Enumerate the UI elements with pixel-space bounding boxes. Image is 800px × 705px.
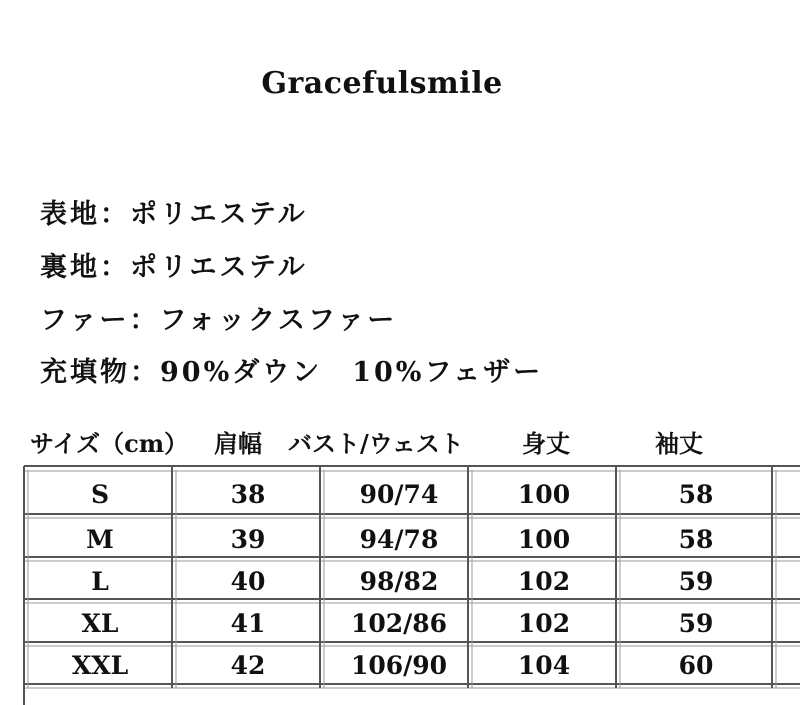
table-cell-shoulder: 39 bbox=[230, 525, 266, 554]
table-cell-size: M bbox=[86, 525, 114, 554]
header-sleeve: 袖丈 bbox=[655, 429, 703, 458]
material-lining: 裏地：ポリエステル bbox=[40, 252, 308, 283]
header-bust-waist: バスト/ウェスト bbox=[288, 429, 464, 458]
table-cell-bust-waist: 90/74 bbox=[359, 480, 439, 509]
table-cell-size: XL bbox=[81, 609, 119, 638]
table-cell-sleeve: 58 bbox=[678, 525, 714, 554]
table-cell-sleeve: 60 bbox=[678, 651, 714, 680]
table-cell-size: S bbox=[90, 480, 110, 509]
table-cell-length: 102 bbox=[517, 609, 571, 638]
table-cell-bust-waist: 102/86 bbox=[350, 609, 448, 638]
material-filling: 充填物：90%ダウン 10%フェザー bbox=[40, 357, 544, 388]
table-cell-bust-waist: 94/78 bbox=[359, 525, 439, 554]
table-cell-length: 100 bbox=[517, 480, 571, 509]
table-cell-shoulder: 38 bbox=[230, 480, 266, 509]
table-cell-size: XXL bbox=[71, 651, 129, 680]
table-cell-bust-waist: 106/90 bbox=[350, 651, 448, 680]
table-cell-sleeve: 59 bbox=[678, 609, 714, 638]
header-shoulder: 肩幅 bbox=[214, 429, 262, 458]
header-length: 身丈 bbox=[522, 429, 570, 458]
table-cell-sleeve: 59 bbox=[678, 567, 714, 596]
header-size: サイズ（cm） bbox=[30, 429, 189, 458]
table-cell-size: L bbox=[91, 567, 109, 596]
table-cell-sleeve: 58 bbox=[678, 480, 714, 509]
table-cell-shoulder: 41 bbox=[230, 609, 266, 638]
table-cell-length: 104 bbox=[517, 651, 571, 680]
table-cell-shoulder: 40 bbox=[230, 567, 266, 596]
table-cell-shoulder: 42 bbox=[230, 651, 266, 680]
table-cell-length: 102 bbox=[517, 567, 571, 596]
table-cell-length: 100 bbox=[517, 525, 571, 554]
table-cell-bust-waist: 98/82 bbox=[359, 567, 439, 596]
brand-title: Gracefulsmile bbox=[261, 66, 503, 101]
material-outer: 表地：ポリエステル bbox=[40, 199, 308, 230]
material-fur: ファー：フォックスファー bbox=[40, 305, 398, 336]
